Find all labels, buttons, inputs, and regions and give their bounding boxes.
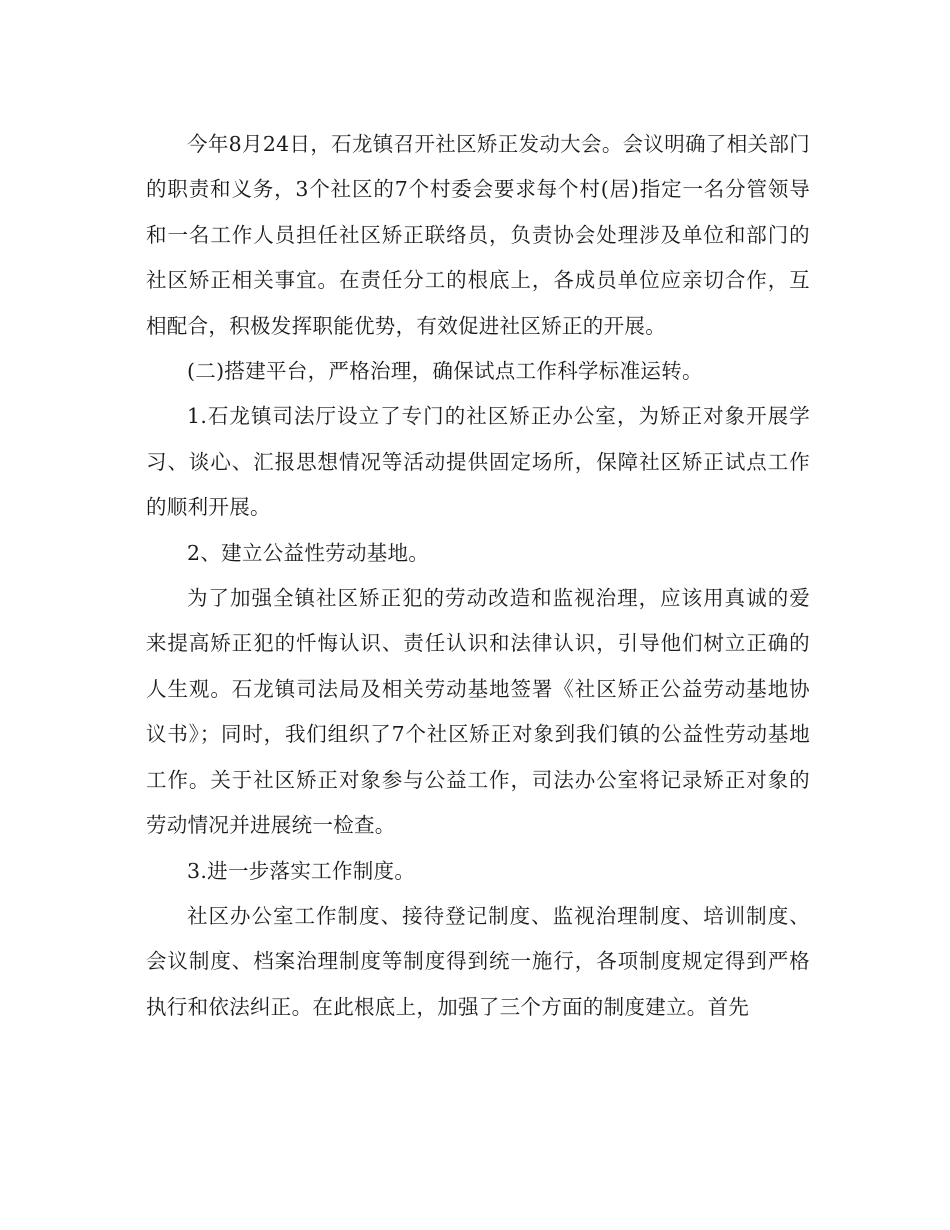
paragraph-meeting: 今年8月24日，石龙镇召开社区矫正发动大会。会议明确了相关部门的职责和义务，3个社区的7个村委会要求每个村(居)指定一名分管领导和一名工作人员担任社区矫正联络员，负责协会处理涉及单位和部门的社区矫正相关事宜。在责任分工的根底上，各成员单位应亲切合作，互相配合，积极发挥职能优势，有效促进社区矫正的开展。: [146, 132, 810, 338]
section-heading-platform: (二)搭建平台，严格治理，确保试点工作科学标准运转。: [187, 359, 703, 384]
item-heading-work-system: 3.进一步落实工作制度。: [187, 858, 416, 883]
paragraph-office: 1.石龙镇司法厅设立了专门的社区矫正办公室，为矫正对象开展学习、谈心、汇报思想情况等活动提供固定场所，保障社区矫正试点工作的顺利开展。: [146, 404, 810, 520]
paragraph-labor-base: 为了加强全镇社区矫正犯的劳动改造和监视治理，应该用真诚的爱来提高矫正犯的忏悔认识、责任认识和法律认识，引导他们树立正确的人生观。石龙镇司法局及相关劳动基地签署《社区矫正公益劳动基地协议书》；同时，我们组织了7个社区矫正对象到我们镇的公益性劳动基地工作。关于社区矫正对象参与公益工作，司法办公室将记录矫正对象的劳动情况并进展统一检查。: [146, 586, 810, 838]
document-body: [146, 122, 810, 1030]
paragraph-work-system: 社区办公室工作制度、接待登记制度、监视治理制度、培训制度、会议制度、档案治理制度等制度得到统一施行，各项制度规定得到严格执行和依法纠正。在此根底上，加强了三个方面的制度建立。首先: [146, 903, 810, 1019]
item-heading-labor-base: 2、建立公益性劳动基地。: [187, 540, 430, 565]
